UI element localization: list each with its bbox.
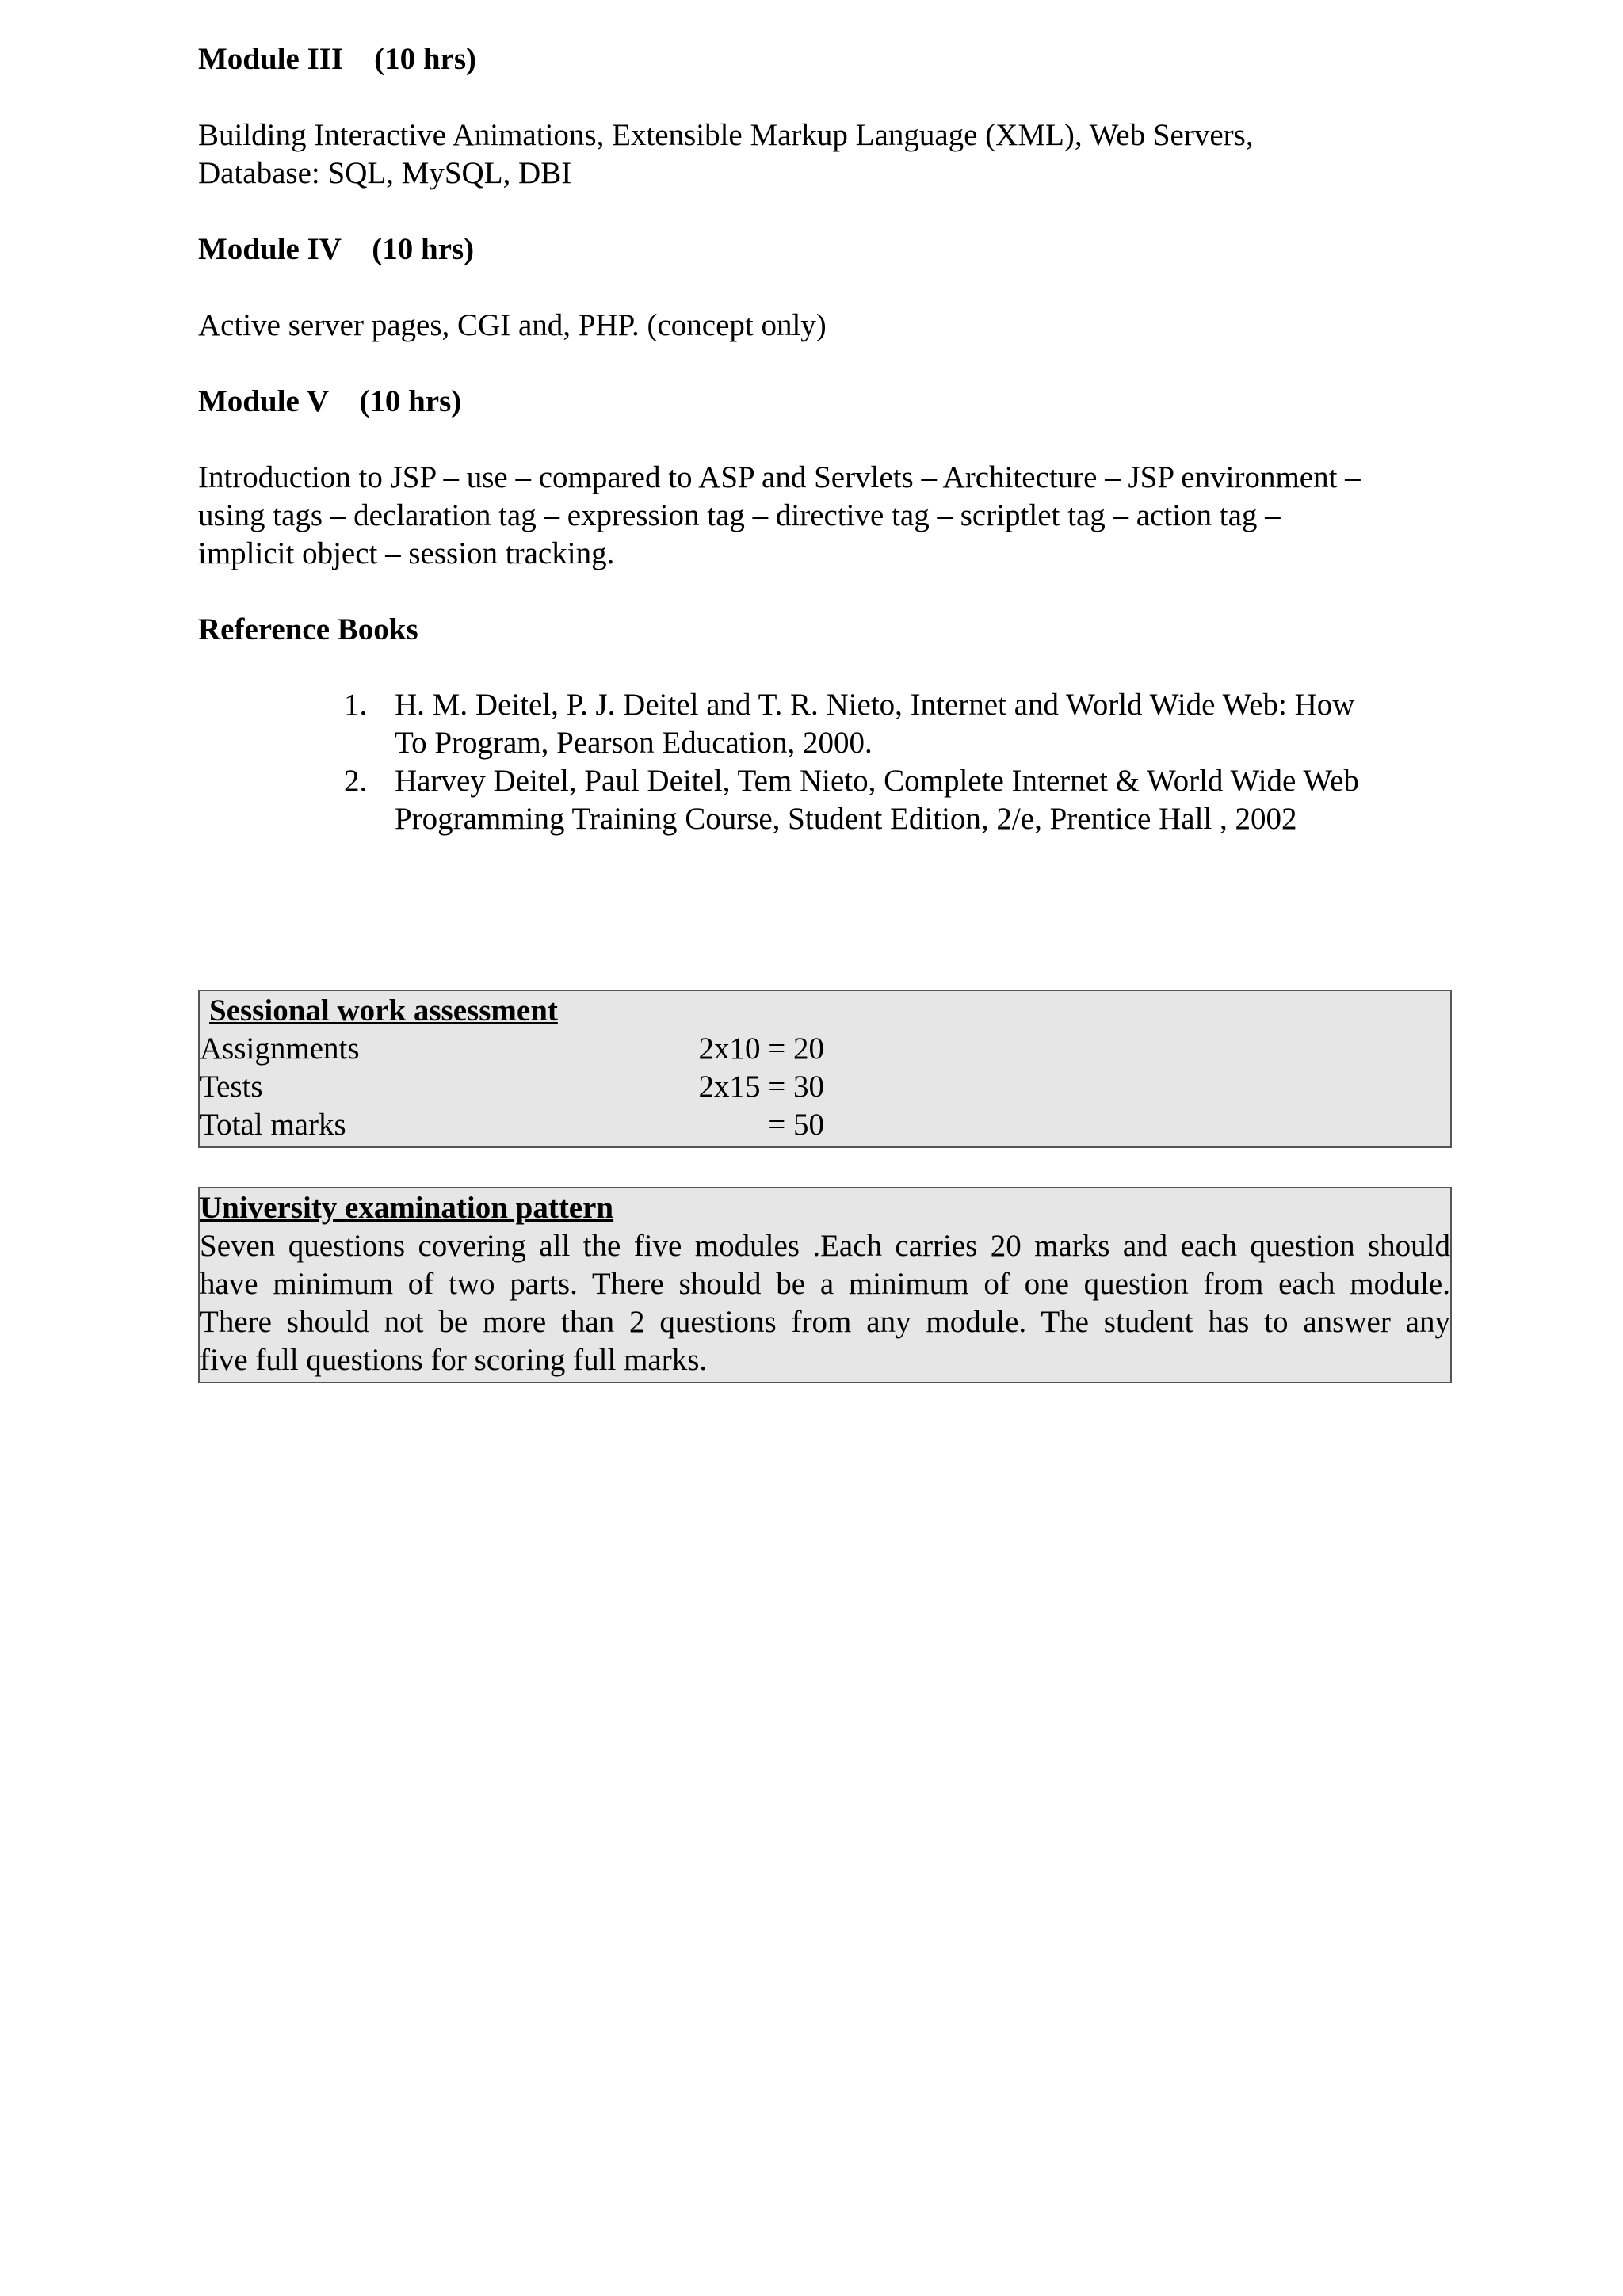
exam-pattern-line: There should not be more than 2 questions from any module. The student has to answer any (200, 1305, 1450, 1339)
module-3-heading: Module III (10 hrs) (198, 42, 477, 76)
reference-item (198, 686, 1466, 762)
assessment-label: Tests (200, 1070, 263, 1104)
module-4-content (198, 307, 827, 345)
exam-pattern-text (200, 1227, 1450, 1379)
reference-line: H. M. Deitel, P. J. Deitel and T. R. Nieto, Internet and World Wide Web: How (395, 688, 1355, 722)
assessment-row (200, 1106, 1450, 1144)
exam-pattern-line: five full questions for scoring full marks. (200, 1343, 708, 1377)
module-5-line: Introduction to JSP – use – compared to ASP and Servlets – Architecture – JSP environment – (198, 460, 1361, 494)
module-4-line: Active server pages, CGI and, PHP. (concept only) (198, 308, 827, 342)
module-3-content (198, 116, 1254, 193)
assessment-value: = 50 (768, 1108, 824, 1142)
module-5-line: using tags – declaration tag – expression tag – directive tag – scriptlet tag – action tag – (198, 498, 1281, 532)
module-3-line: Database: SQL, MySQL, DBI (198, 156, 572, 190)
sessional-assessment-title: Sessional work assessment (209, 994, 558, 1028)
module-5-content (198, 459, 1361, 573)
reference-line: To Program, Pearson Education, 2000. (395, 726, 873, 760)
module-3-line: Building Interactive Animations, Extensible Markup Language (XML), Web Servers, (198, 118, 1254, 152)
exam-pattern-line: Seven questions covering all the five modules .Each carries 20 marks and each question should (200, 1229, 1450, 1263)
reference-books-heading: Reference Books (198, 612, 418, 646)
module-5-heading: Module V (10 hrs) (198, 384, 462, 418)
reference-line: Harvey Deitel, Paul Deitel, Tem Nieto, Complete Internet & World Wide Web (395, 764, 1359, 798)
assessment-value: 2x10 = 20 (698, 1032, 824, 1066)
reference-line: Programming Training Course, Student Edition, 2/e, Prentice Hall , 2002 (395, 802, 1297, 836)
assessment-row (200, 1068, 1450, 1106)
exam-pattern-box (198, 1187, 1452, 1383)
assessment-label: Total marks (200, 1108, 346, 1142)
module-4-heading: Module IV (10 hrs) (198, 232, 475, 266)
assessment-value: 2x15 = 30 (698, 1070, 824, 1104)
exam-pattern-line: have minimum of two parts. There should be a minimum of one question from each module. (200, 1267, 1450, 1301)
module-5-line: implicit object – session tracking. (198, 536, 615, 570)
reference-number: 1. (344, 688, 368, 722)
reference-list (198, 686, 1466, 838)
assessment-row (200, 1030, 1450, 1068)
reference-number: 2. (344, 764, 368, 798)
assessment-label: Assignments (200, 1032, 360, 1066)
sessional-assessment-box (198, 990, 1452, 1148)
exam-pattern-title: University examination pattern (200, 1191, 614, 1225)
reference-item (198, 762, 1466, 838)
